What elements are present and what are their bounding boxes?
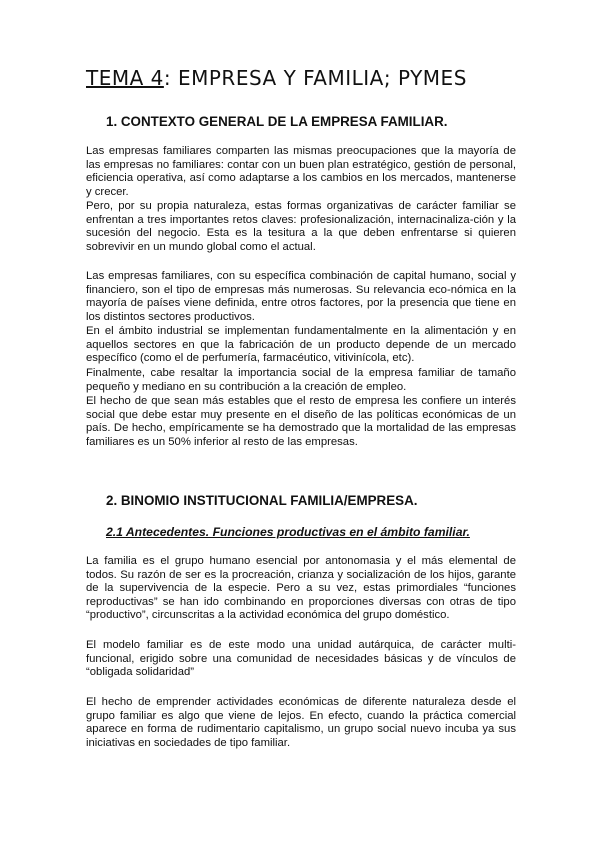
section-1-paragraph-5: Finalmente, cabe resaltar la importancia social de la empresa familiar de tamaño pequeño y mediano en su contribución a la creación de empleo. (86, 367, 516, 393)
section-1-paragraph-3: Las empresas familiares, con su específica combinación de capital humano, social y financiero, son el tipo de empresas más numerosas. Su relevancia eco-nómica en la mayoría de países viene definida, entre otros factores, por la presencia que tiene en los distintos sectores productivos. (86, 270, 516, 323)
section-2-paragraph-2: El modelo familiar es de este modo una unidad autárquica, de carácter multi-funcional, erigido sobre una comunidad de necesidades básicas y de vínculos de “obligada solidaridad” (86, 639, 516, 678)
section-2-heading: 2. BINOMIO INSTITUCIONAL FAMILIA/EMPRESA. (106, 493, 418, 508)
section-1-paragraph-4: En el ámbito industrial se implementan fundamentalmente en la alimentación y en aquellos sectores en que la fabricación de un producto depende de un mercado específico (como el de perfumería, farmacéutico, vitivinícola, etc). (86, 325, 516, 364)
section-1-paragraph-6: El hecho de que sean más estables que el resto de empresa les confiere un interés social que debe estar muy presente en el diseño de las políticas económicas de un país. De hecho, empíricamente se ha demostrado que la mortalidad de las empresas familiares es un 50% inferior al resto de las empresas. (86, 395, 516, 448)
section-2-paragraph-3: El hecho de emprender actividades económicas de diferente naturaleza desde el grupo familiar es algo que viene de lejos. En efecto, cuando la práctica comercial aparece en forma de rudimentario capitalismo, un grupo social nuevo incuba ya sus iniciativas en sociedades de tipo familiar. (86, 696, 516, 749)
subsection-2-1-heading: 2.1 Antecedentes. Funciones productivas en el ámbito familiar. (106, 525, 470, 539)
section-1-paragraph-1: Las empresas familiares comparten las mismas preocupaciones que la mayoría de las empresas no familiares: contar con un buen plan estratégico, gestión de personal, eficiencia operativa, así como adaptarse a los cambios en los mercados, mantenerse y crecer. (86, 145, 516, 198)
title-topic-name: : EMPRESA Y FAMILIA; PYMES (163, 66, 467, 90)
title-topic-number: TEMA 4 (86, 66, 164, 90)
section-2-paragraph-1: La familia es el grupo humano esencial por antonomasia y el más elemental de todos. Su razón de ser es la procreación, crianza y socialización de los hijos, garante de la supervivencia de la especie. Pero a su vez, estas primordiales “funciones reproductivas” se han ido combinando en proporciones diversas con otras de tipo “productivo”, circunscritas a la actividad económica del grupo doméstico. (86, 555, 516, 621)
section-1-heading: 1. CONTEXTO GENERAL DE LA EMPRESA FAMILIAR. (106, 114, 448, 129)
section-1-paragraph-2: Pero, por su propia naturaleza, estas formas organizativas de carácter familiar se enfrentan a tres importantes retos claves: profesionalización, internacinaliza-ción y la sucesión del negocio. Esta es la tesitura a la que deben enfrentarse si quieren sobrevivir en un mundo global como el actual. (86, 200, 516, 253)
document-title (86, 66, 467, 90)
